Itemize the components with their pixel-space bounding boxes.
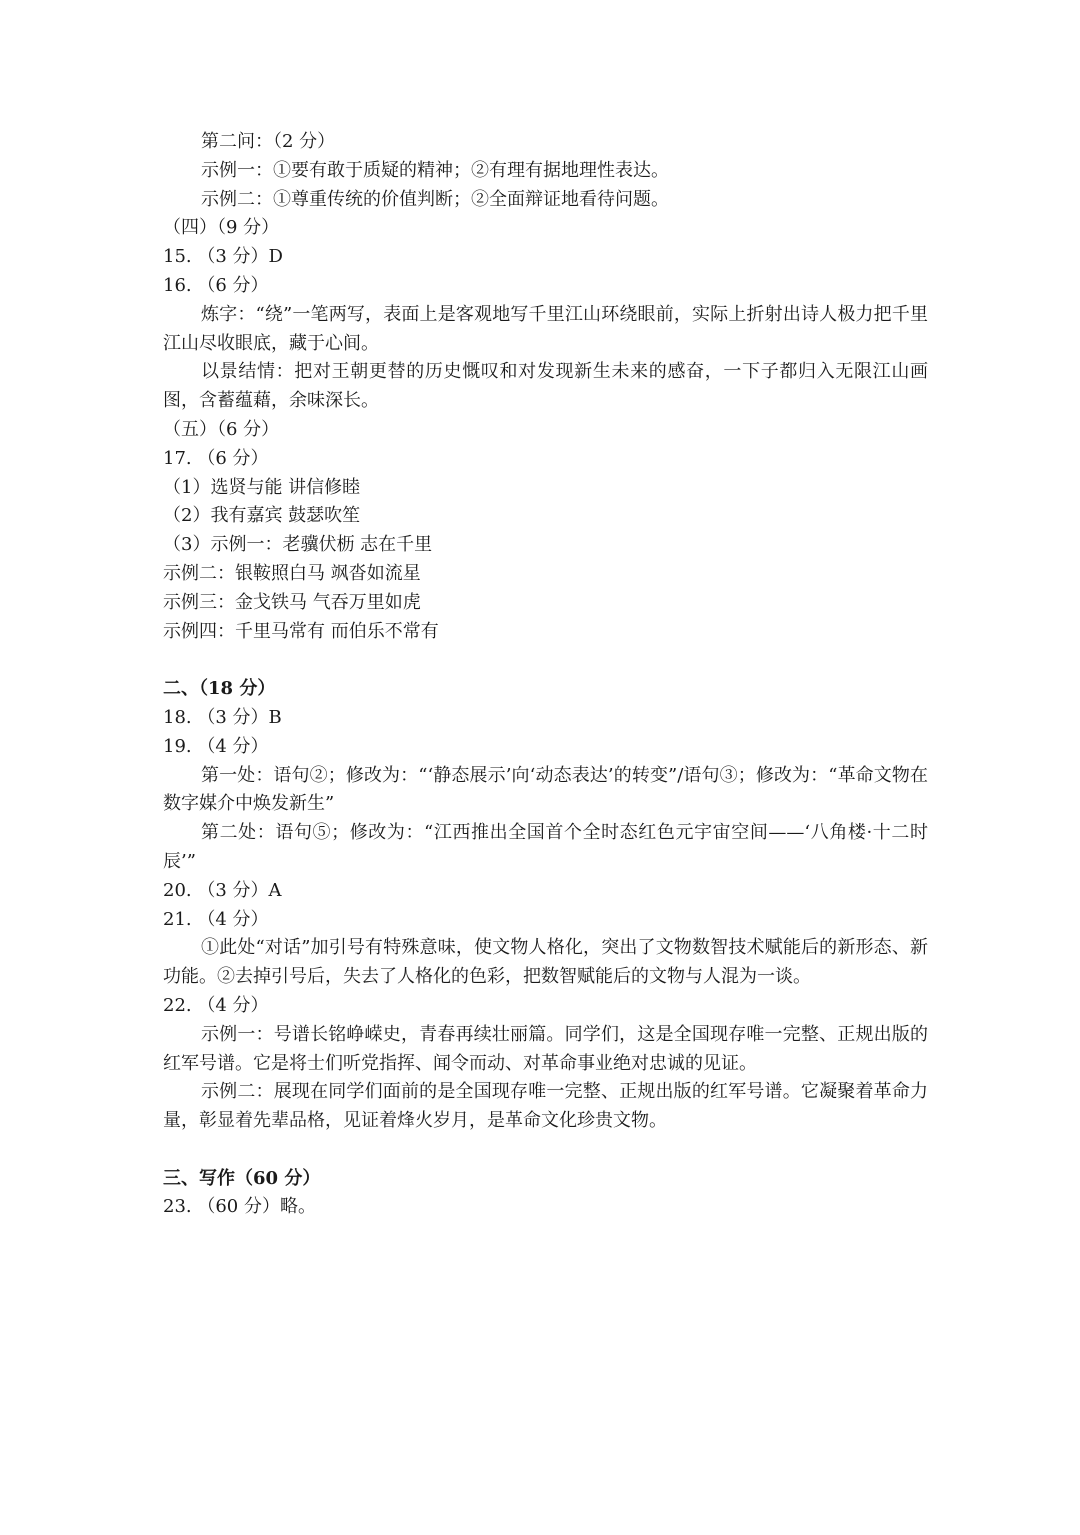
answer-19-second: 第二处：语句⑤；修改为：“江西推出全国首个全时态红色元宇宙空间——‘八角楼·十二时辰’” [163,822,928,872]
answer-17-2: （2）我有嘉宾 鼓瑟吹笙 [163,505,361,527]
section-four-heading: （四）（9 分） [163,217,280,239]
example-one: 示例一：①要有敢于质疑的精神；②有理有据地理性表达。 [201,159,669,181]
answer-16-lianzi: 炼字：“绕”一笔两写，表面上是客观地写千里江山环绕眼前，实际上折射出诗人极力把千里江山尽收眼底，藏于心间。 [163,303,928,354]
answer-key-page [163,128,928,1222]
answer-22: 22. （4 分） [163,994,269,1016]
answer-21-content: ①此处“对话”加引号有特殊意味，使文物人格化，突出了文物数智技术赋能后的新形态、新功能。②去掉引号后，失去了人格化的色彩，把数智赋能后的文物与人混为一谈。 [163,937,928,988]
answer-19-first: 第一处：语句②；修改为：“‘静态展示’向‘动态表达’的转变”/语句③；修改为：“革命文物在数字媒介中焕发新生” [163,764,928,815]
answer-17-3: （3）示例一：老骥伏枥 志在千里 [163,534,433,556]
q-second-question: 第二问：（2 分） [201,131,336,152]
answer-21: 21. （4 分） [163,908,269,930]
answer-17-example-two: 示例二：银鞍照白马 飒沓如流星 [163,562,421,584]
answer-17-example-four: 示例四：千里马常有 而伯乐不常有 [163,620,439,642]
answer-20: 20. （3 分）A [163,879,282,901]
answer-18: 18. （3 分）B [163,706,282,728]
answer-16-yijingjieqing: 以景结情：把对王朝更替的历史慨叹和对发现新生未来的感奋，一下子都归入无限江山画图，含蓄蕴藉，余味深长。 [163,361,928,412]
part-three-heading: 三、写作（60 分） [163,1167,321,1189]
answer-22-example-two: 示例二：展现在同学们面前的是全国现存唯一完整、正规出版的红军号谱。它凝聚着革命力量，彰显着先辈品格，见证着烽火岁月，是革命文化珍贵文物。 [163,1081,928,1132]
answer-15: 15. （3 分）D [163,246,283,268]
spacer [163,1136,928,1165]
answer-16: 16. （6 分） [163,274,269,296]
answer-17-example-three: 示例三：金戈铁马 气吞万里如虎 [163,591,421,613]
part-two-heading: 二、（18 分） [163,678,276,700]
answer-23: 23. （60 分）略。 [163,1196,316,1218]
answer-19: 19. （4 分） [163,735,269,757]
answer-22-example-one: 示例一：号谱长铭峥嵘史，青春再续壮丽篇。同学们，这是全国现存唯一完整、正规出版的红军号谱。它是将士们听党指挥、闻令而动、对革命事业绝对忠诚的见证。 [163,1023,928,1074]
section-five-heading: （五）（6 分） [163,418,280,440]
spacer [163,646,928,675]
answer-17-1: （1）选贤与能 讲信修睦 [163,476,361,498]
example-two: 示例二：①尊重传统的价值判断；②全面辩证地看待问题。 [201,188,669,210]
answer-17: 17. （6 分） [163,447,269,469]
